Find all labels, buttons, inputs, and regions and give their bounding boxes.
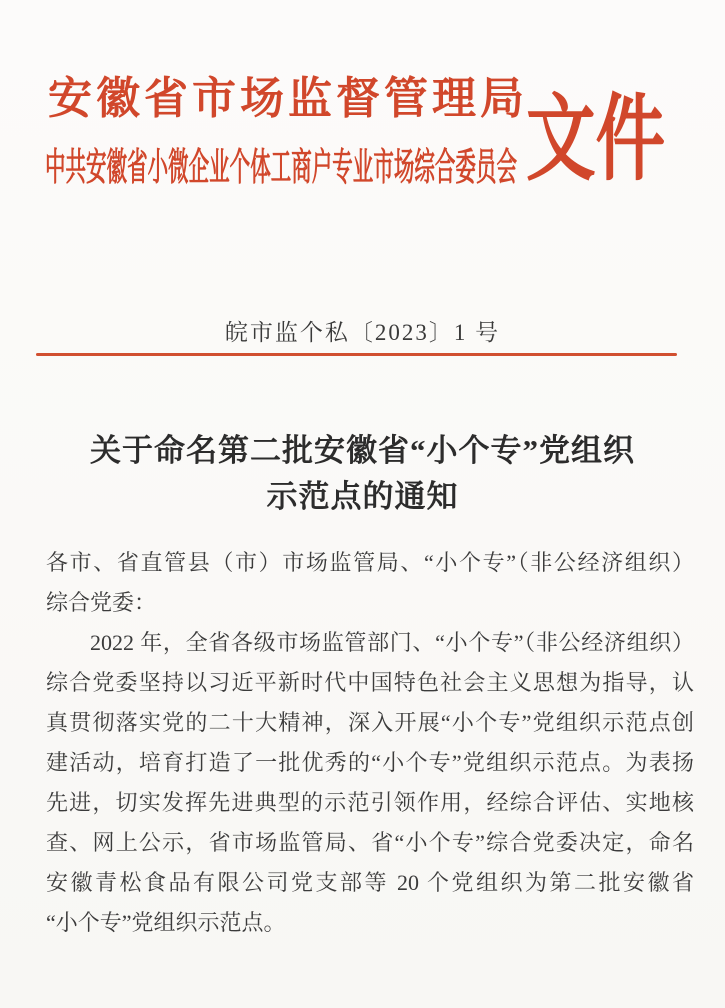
document-line: 2022 年，全省各级市场监管部门、“小个专”（非公经济组织） — [90, 630, 694, 655]
letterhead-org-secondary: 中共安徽省小微企业个体工商户专业市场综合委员会 — [45, 147, 517, 189]
document-body — [46, 543, 694, 943]
document-line: 综合党委： — [46, 590, 157, 615]
letterhead-doc-type-label: 文件 — [526, 88, 666, 192]
document-line: 真贯彻落实党的二十大精神，深入开展“小个专”党组织示范点创 — [46, 710, 694, 735]
document-line: 建活动，培育打造了一批优秀的“小个专”党组织示范点。为表扬 — [46, 750, 694, 775]
document-line: “小个专”党组织示范点。 — [46, 910, 286, 935]
document-line: 各市、省直管县（市）市场监管局、“小个专”（非公经济组织） — [46, 550, 694, 575]
document-title — [0, 428, 725, 520]
header-divider-rule — [36, 353, 677, 356]
document-line: 综合党委坚持以习近平新时代中国特色社会主义思想为指导，认 — [46, 670, 694, 695]
document-title-line1: 关于命名第二批安徽省“小个专”党组织 — [90, 433, 635, 468]
letterhead-org-primary: 安徽省市场监督管理局 — [48, 74, 528, 123]
document-line: 查、网上公示，省市场监管局、省“小个专”综合党委决定，命名 — [46, 830, 694, 855]
document-title-line2: 示范点的通知 — [266, 479, 459, 514]
document-line: 先进，切实发挥先进典型的示范引领作用，经综合评估、实地核 — [46, 790, 694, 815]
document-number: 皖市监个私〔2023〕1 号 — [224, 320, 501, 345]
document-line: 安徽青松食品有限公司党支部等 20 个党组织为第二批安徽省 — [46, 870, 694, 895]
